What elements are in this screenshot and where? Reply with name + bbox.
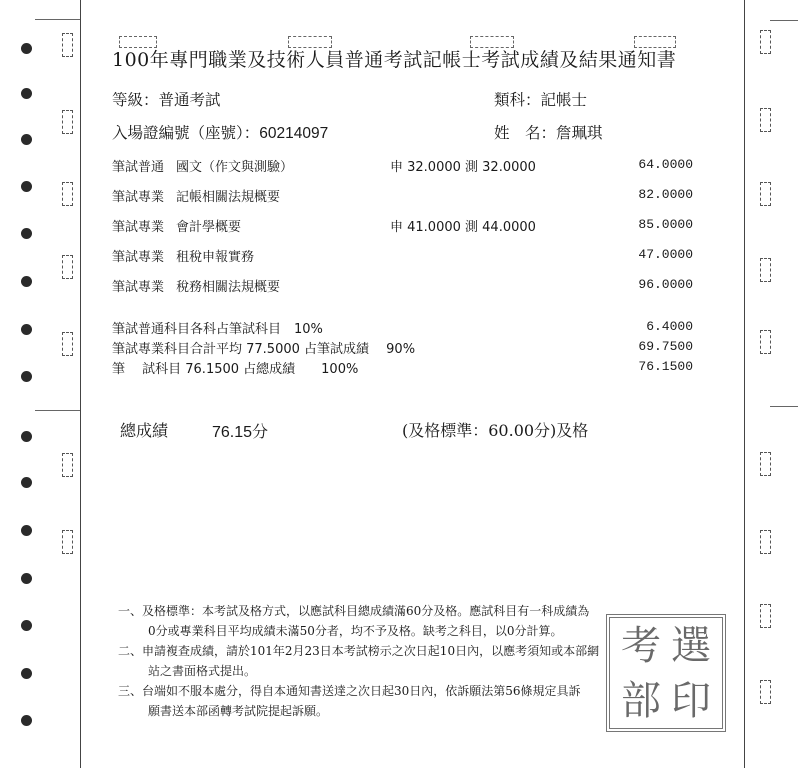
subject-name: 租稅申報實務 bbox=[176, 250, 255, 265]
exam-category: 類科：記帳士 bbox=[494, 91, 588, 109]
official-seal: 考 選 部 印 bbox=[606, 614, 726, 732]
admission-number-row bbox=[112, 121, 328, 143]
admission-label: 入場證編號（座號）： bbox=[112, 124, 260, 142]
summary-text: 筆 試科目 76.1500 占總成績 100% bbox=[112, 362, 359, 377]
candidate-name-row bbox=[494, 121, 603, 143]
subject-score: 82.0000 bbox=[638, 187, 693, 202]
note-line: 0分或專業科目平均成績未滿50分者，均不予及格。缺考之科目，以0分計算。 bbox=[148, 624, 563, 638]
feed-hole bbox=[21, 228, 32, 239]
feed-hole bbox=[21, 324, 32, 335]
feed-hole bbox=[21, 88, 32, 99]
feed-hole bbox=[21, 134, 32, 145]
summary-text: 筆試普通科目各科占筆試科目 10% bbox=[112, 322, 323, 337]
subject-score: 47.0000 bbox=[638, 247, 693, 262]
subject-score: 85.0000 bbox=[638, 217, 693, 232]
note-line: 站之書面格式提出。 bbox=[148, 664, 257, 678]
summary-text: 筆試專業科目合計平均 77.5000 占筆試成績 90% bbox=[112, 342, 416, 357]
summary-score: 76.1500 bbox=[638, 359, 693, 374]
subject-type: 筆試專業 bbox=[112, 220, 165, 235]
feed-hole bbox=[21, 525, 32, 536]
feed-hole bbox=[21, 181, 32, 192]
admission-number: 60214097 bbox=[259, 125, 329, 142]
subject-detail: 申 41.0000 測 44.0000 bbox=[390, 220, 536, 235]
exam-level: 等級：普通考試 bbox=[112, 91, 221, 109]
summary-score: 69.7500 bbox=[638, 339, 693, 354]
subject-name: 國文（作文與測驗） bbox=[176, 160, 294, 175]
feed-hole bbox=[21, 276, 32, 287]
note-line: 願書送本部函轉考試院提起訴願。 bbox=[148, 704, 329, 718]
feed-hole bbox=[21, 668, 32, 679]
feed-hole bbox=[21, 431, 32, 442]
subject-type: 筆試專業 bbox=[112, 190, 165, 205]
subject-detail: 申 32.0000 測 32.0000 bbox=[390, 160, 536, 175]
subject-type: 筆試普通 bbox=[112, 160, 165, 175]
note-line: 一、及格標準：本考試及格方式，以應試科目總成績滿60分及格。應試科目有一科成績為 bbox=[118, 604, 590, 618]
feed-hole bbox=[21, 371, 32, 382]
feed-hole bbox=[21, 715, 32, 726]
feed-hole bbox=[21, 573, 32, 584]
subject-score: 64.0000 bbox=[638, 157, 693, 172]
pass-standard: (及格標準：60.00分)及格 bbox=[402, 421, 589, 440]
subject-type: 筆試專業 bbox=[112, 250, 165, 265]
subject-name: 記帳相關法規概要 bbox=[176, 190, 281, 205]
note-line: 二、申請複查成績，請於101年2月23日本考試榜示之次日起10日內，以應考須知或本部網 bbox=[118, 644, 600, 658]
note-line: 三、台端如不服本處分，得自本通知書送達之次日起30日內，依訴願法第56條規定具訴 bbox=[118, 684, 581, 698]
name-label: 姓 名： bbox=[494, 124, 557, 142]
summary-score: 6.4000 bbox=[646, 319, 693, 334]
feed-hole bbox=[21, 43, 32, 54]
subject-name: 會計學概要 bbox=[176, 220, 242, 235]
candidate-name: 詹珮琪 bbox=[556, 124, 603, 142]
subject-score: 96.0000 bbox=[638, 277, 693, 292]
feed-hole bbox=[21, 477, 32, 488]
subject-type: 筆試專業 bbox=[112, 280, 165, 295]
total-value: 76.15分 bbox=[212, 424, 269, 441]
perforation-line bbox=[80, 0, 81, 768]
feed-hole bbox=[21, 620, 32, 631]
total-label: 總成績 bbox=[120, 421, 169, 440]
document-title: 100年專門職業及技術人員普通考試記帳士考試成績及結果通知書 bbox=[112, 49, 677, 71]
subject-name: 稅務相關法規概要 bbox=[176, 280, 281, 295]
perforation-line bbox=[744, 0, 745, 768]
